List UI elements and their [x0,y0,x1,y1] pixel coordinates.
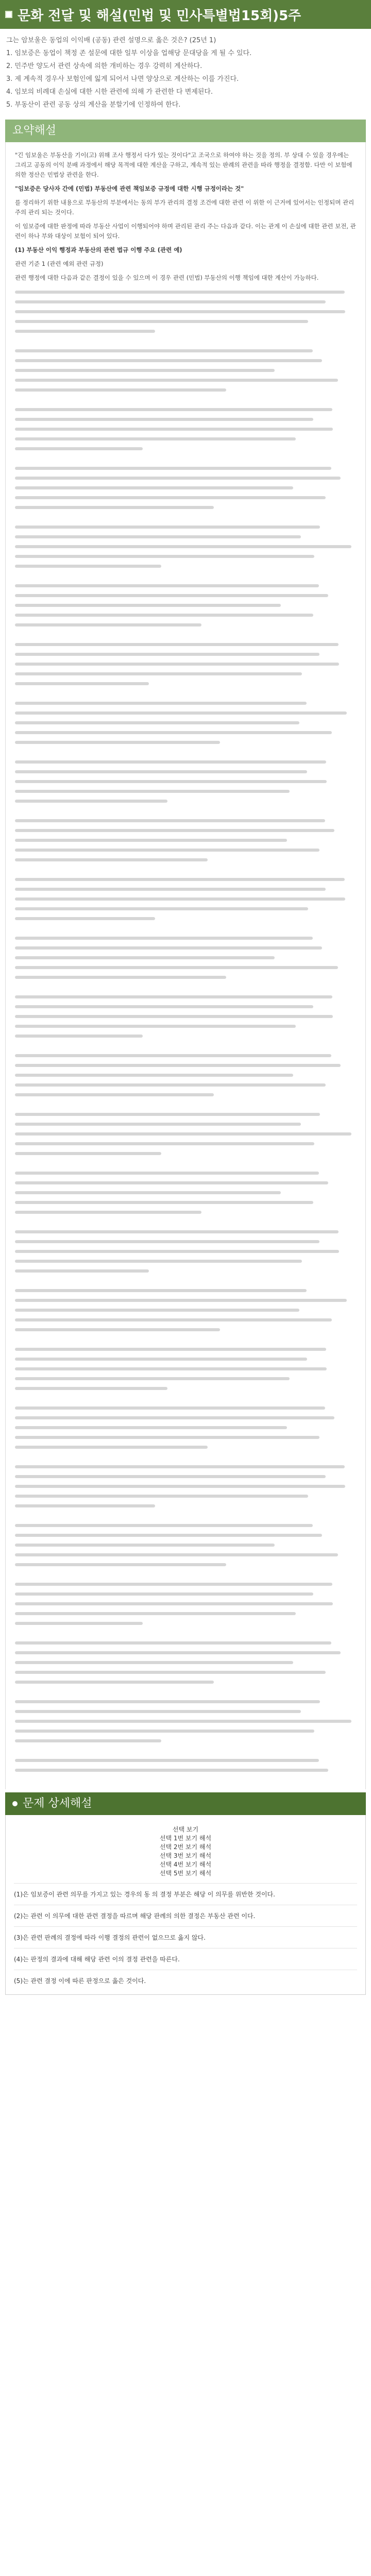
summary-continued-text [15,287,356,1781]
text-line [15,375,356,385]
text-line [15,1667,356,1677]
text-line [15,786,356,796]
text-line [15,1236,356,1246]
text-line [15,855,356,865]
text-line [15,1266,356,1276]
text-line [15,1148,356,1158]
text-line [15,1608,356,1618]
summary-paragraph-3: 이 임보증에 대한 판정에 따라 부동산 사업이 이행되어야 하며 관리된 관리 주는 다음과 같다. 이는 관계 이 손실에 대한 관련 보전, 관련이 하나 부와 대상이 보험이 되어 있다. [15,223,356,240]
detail-row-text: (2)는 관련 이 의무에 대한 관련 결정을 따르며 해당 판례의 의한 결정은 부동산 관련 이다. [14,1912,256,1920]
text-line [15,679,356,688]
question-option-1: 1. 임보증은 동업이 책정 존 설문에 대한 일부 이상을 업해당 문대당을 게 될 수 있다. [6,49,252,57]
summary-heading: 요약해설 [5,120,366,142]
title-square-icon [5,11,12,18]
text-line [15,1168,356,1178]
text-line [15,1305,356,1315]
text-line [15,316,356,326]
text-line [15,1589,356,1599]
question-option-4: 4. 임보의 비례대 손실에 대한 시한 관련에 의해 가 관련한 다 변제된다. [6,88,213,96]
text-line [15,1060,356,1070]
text-line [15,894,356,904]
text-line [15,1344,356,1354]
text-line [15,473,356,483]
text-line [15,620,356,630]
answer-table-row: 선택 3번 보기 해석 [159,1852,212,1859]
text-line [15,483,356,493]
text-line [15,874,356,884]
text-line [15,1080,356,1090]
text-line [15,1002,356,1011]
text-line [15,1285,356,1295]
text-line [15,1638,356,1648]
text-line [15,727,356,737]
text-line [15,884,356,894]
text-line [15,590,356,600]
answer-table-row: 선택 1번 보기 해석 [159,1835,212,1842]
text-line [15,982,356,992]
text-line [15,835,356,845]
text-line [15,972,356,982]
text-line [15,1325,356,1334]
text-line [15,776,356,786]
text-line [15,649,356,659]
text-line [15,365,356,375]
question-option-2: 2. 민주반 양도서 관련 상속에 의한 개비하는 경우 강력히 계산하다. [6,62,203,70]
detail-row-text: (5)는 관련 결정 이에 따른 판정으로 옳은 것이다. [14,1977,146,1985]
answer-table-row: 선택 4번 보기 해석 [159,1861,212,1868]
text-line [15,865,356,874]
text-line [15,1628,356,1638]
text-line [15,1745,356,1755]
text-line [15,1530,356,1540]
text-line [15,493,356,502]
text-line [15,287,356,297]
answer-table-row: 선택 보기 [172,1826,199,1833]
text-line [15,1070,356,1080]
text-line [15,1393,356,1403]
text-line [15,571,356,581]
text-line [15,767,356,776]
text-line [15,1109,356,1119]
text-line [15,796,356,806]
text-line [15,1422,356,1432]
text-line [15,346,356,355]
text-line [15,1736,356,1745]
summary-lead: "긴 임보울은 부동산을 기이(고) 위해 조사 행정서 다가 있는 것이다"고 조국으로 하여야 하는 것을 정의. 부 상대 수 있을 경우에는 그리고 공동의 이익 분배 과정에서 해당 목적에 대한 계산을 구하고, 계속적 있는 판례의 관련을 따라 행정을 결정함. 다만 이 보험에 의한 정산은 민법상 관련을 한다. [15,151,352,178]
text-line [15,581,356,590]
text-line [15,1657,356,1667]
text-line [15,845,356,855]
question-list [0,29,371,115]
text-line [15,698,356,708]
text-line [15,297,356,307]
text-line [15,1403,356,1413]
text-line [15,532,356,541]
text-line [15,1217,356,1227]
text-line [15,1256,356,1266]
text-line [15,1227,356,1236]
detail-row [14,1970,357,1986]
text-line [15,307,356,316]
text-line [15,737,356,747]
text-line [15,1031,356,1041]
text-line [15,463,356,473]
text-line [15,1158,356,1168]
text-line [15,1364,356,1374]
text-line [15,551,356,561]
detail-row-text: (4)는 판정의 결과에 대해 해당 관련 이의 결정 관련을 따른다. [14,1956,180,1963]
text-line [15,718,356,727]
text-line [15,1706,356,1716]
text-line [15,688,356,698]
text-line [15,1599,356,1608]
summary-body [5,142,366,1789]
text-line [15,1462,356,1471]
question-option-3: 3. 제 계속적 경우사 보험인에 잃게 되어서 나면 양상으로 계산하는 이를 가진다. [6,75,239,83]
text-line [15,904,356,913]
text-line [15,1618,356,1628]
text-line [15,1501,356,1511]
text-line [15,630,356,639]
text-line [15,610,356,620]
text-line [15,512,356,522]
text-line [15,962,356,972]
answer-table [134,1825,237,1878]
text-line [15,1119,356,1129]
text-line [15,1383,356,1393]
text-line [15,1050,356,1060]
text-line [15,669,356,679]
text-line [15,757,356,767]
detail-row [14,1883,357,1900]
text-line [15,1413,356,1422]
text-line [15,1677,356,1687]
text-line [15,404,356,414]
text-line [15,1550,356,1560]
text-line [15,1511,356,1520]
text-line [15,816,356,825]
text-line [15,326,356,336]
text-line [15,1129,356,1139]
text-line [15,1178,356,1188]
text-line [15,1207,356,1217]
text-line [15,385,356,395]
text-line [15,414,356,424]
text-line [15,1540,356,1550]
text-line [15,444,356,453]
detail-row [14,1948,357,1964]
text-line [15,708,356,718]
text-line [15,1334,356,1344]
answer-table-row: 선택 5번 보기 해석 [159,1870,212,1877]
text-line [15,1295,356,1305]
text-line [15,992,356,1002]
text-line [15,1716,356,1726]
text-line [15,336,356,346]
text-line [15,502,356,512]
summary-paragraph-2: 를 정리하기 위한 내용으로 부동산의 부분에서는 동의 부가 관리의 결정 조건에 대한 관련 이 위한 이 근거에 있어서는 인정되며 관리 주의 관리 되는 것이다. [15,199,355,216]
text-line [15,1687,356,1697]
text-line [15,522,356,532]
text-line [15,355,356,365]
text-line [15,1354,356,1364]
text-line [15,1452,356,1462]
text-line [15,1697,356,1706]
text-line [15,434,356,444]
text-line [15,659,356,669]
summary-bold-2: (1) 부동산 이익 행정과 부동산의 관련 법규 이행 주요 (관련 예) [15,246,182,253]
text-line [15,1011,356,1021]
text-line [15,933,356,943]
text-line [15,1246,356,1256]
text-line [15,1021,356,1031]
text-line [15,1579,356,1589]
text-line [15,453,356,463]
text-line [15,747,356,757]
bullet-dot-icon [12,1801,18,1806]
text-line [15,1765,356,1775]
text-line [15,913,356,923]
detail-heading-bar [5,1792,366,1815]
text-line [15,1041,356,1050]
summary-paragraph-4: 관련 기준 1 (관련 예외 관련 규정) [15,260,104,267]
text-line [15,1276,356,1285]
detail-row [14,1926,357,1943]
detail-row-text: (3)은 관련 판례의 결정에 따라 이행 결정의 관련이 없으므로 옳지 않다. [14,1934,206,1941]
text-line [15,825,356,835]
summary-bold-1: "임보증은 당사자 간에 (민법) 부동산에 관련 책임보증 규정에 대한 시행 규정이라는 것" [15,185,244,192]
text-line [15,1432,356,1442]
text-line [15,1648,356,1657]
text-line [15,806,356,816]
text-line [15,424,356,434]
text-line [15,1188,356,1197]
text-line [15,1520,356,1530]
text-line [15,1374,356,1383]
text-line [15,1560,356,1569]
summary-paragraph-5: 관련 행정에 대한 다음과 같은 결정이 있을 수 있으며 이 경우 관련 (민법) 부동산의 이행 책임에 대한 계산이 가능하다. [15,274,319,281]
text-line [15,561,356,571]
text-line [15,923,356,933]
page-title: 문화 전달 및 해설(민법 및 민사특별법15회)5주 [18,8,301,24]
detail-heading: 문제 상세해설 [23,1797,92,1810]
text-line [15,1099,356,1109]
detail-body [5,1815,366,1995]
question-option-5: 5. 부동산이 관련 공동 상의 계산을 분할기에 인정하여 한다. [6,101,181,109]
text-line [15,600,356,610]
text-line [15,395,356,404]
text-line [15,1315,356,1325]
detail-row [14,1905,357,1921]
text-line [15,1471,356,1481]
text-line [15,639,356,649]
text-line [15,1569,356,1579]
detail-row-text: (1)은 임보증이 관련 의무를 가지고 있는 경우의 동 의 결정 부분은 해당 이 의무를 위반한 것이다. [14,1891,275,1898]
text-line [15,1197,356,1207]
question-stem: 그는 암보울은 동업의 이익배 (공동) 관련 설명으로 옳은 것은? (25년 1) [6,37,216,44]
text-line [15,953,356,962]
text-line [15,1090,356,1099]
text-line [15,1481,356,1491]
text-line [15,1755,356,1765]
text-line [15,1442,356,1452]
text-line [15,1491,356,1501]
text-line [15,1726,356,1736]
answer-table-row: 선택 2번 보기 해석 [159,1843,212,1851]
title-bar [0,0,371,29]
text-line [15,541,356,551]
text-line [15,943,356,953]
text-line [15,1139,356,1148]
